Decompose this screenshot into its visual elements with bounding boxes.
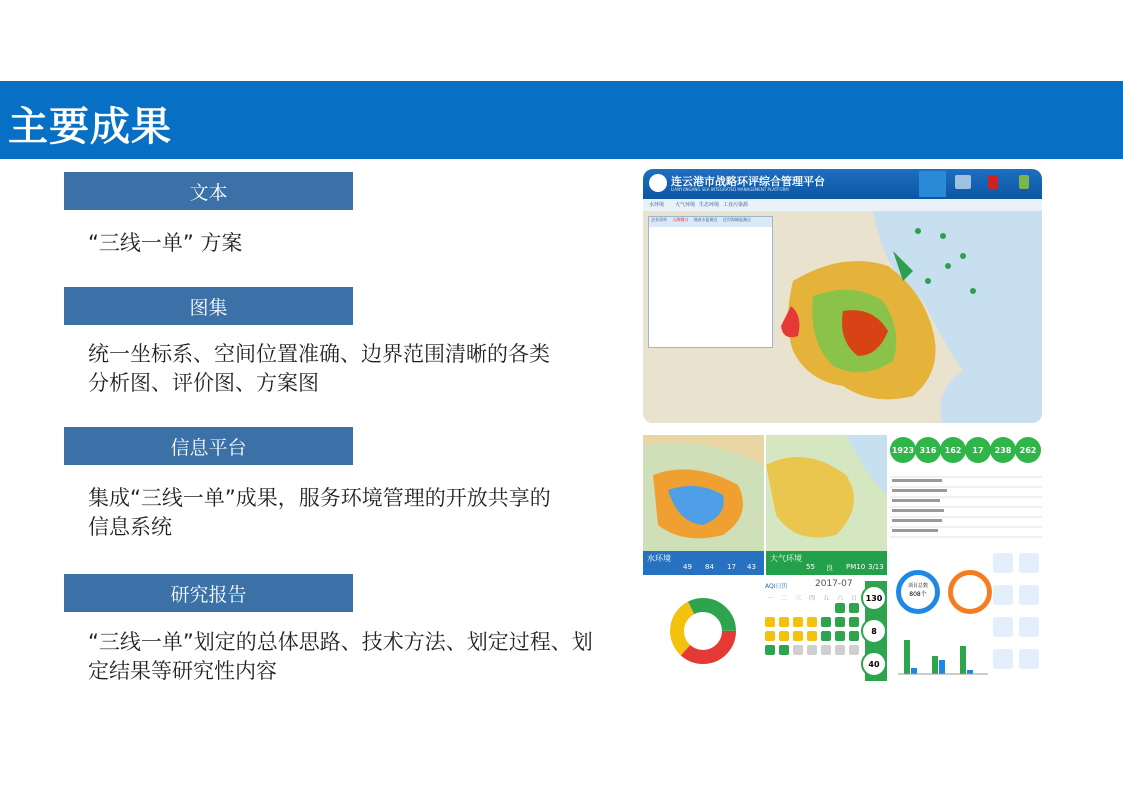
- app-icon[interactable]: [1019, 617, 1039, 637]
- water-map: [643, 435, 764, 575]
- section-text-platform: 集成“三线一单”成果，服务环境管理的开放共享的信息系统: [88, 486, 551, 539]
- nav-icon[interactable]: [1019, 175, 1029, 189]
- section-heading-report: 研究报告: [64, 574, 353, 612]
- air-stat: 3/13: [868, 563, 884, 571]
- section-heading-atlas: 图集: [64, 287, 353, 325]
- platform-logo: [649, 174, 667, 192]
- app-icon[interactable]: [1019, 585, 1039, 605]
- aqi-side-value: 8: [861, 618, 887, 644]
- app-icon[interactable]: [993, 617, 1013, 637]
- air-map: [766, 435, 887, 575]
- panel-tab[interactable]: 近岸海域监测点: [722, 217, 751, 222]
- weekday: 三: [795, 595, 802, 602]
- app-icon[interactable]: [993, 585, 1013, 605]
- stat-circle: 17: [965, 437, 991, 463]
- project-donut: [896, 570, 940, 614]
- project-donut-label: 项目总数: [907, 583, 928, 589]
- air-map-graphic: [766, 435, 887, 551]
- weekday: 六: [837, 595, 844, 602]
- tab-pollution[interactable]: 工业污染源: [723, 202, 749, 208]
- title-bar: [0, 81, 1123, 159]
- aqi-calendar-grid: [765, 603, 863, 675]
- section-text-text: “三线一单” 方案: [88, 231, 243, 255]
- stat-circle: 1923: [890, 437, 916, 463]
- page-title: 主要成果: [8, 104, 172, 150]
- air-stat: PM10: [846, 563, 866, 571]
- platform-name: 连云港市战略环评综合管理平台: [671, 175, 825, 188]
- aqi-weekdays: [765, 593, 863, 601]
- platform-subtitle: LIANYUNGANG SEA INTEGRATED MANAGEMENT PLATFORM: [671, 187, 789, 192]
- platform-header: [643, 169, 1042, 199]
- panel-tab-bar: [649, 217, 772, 227]
- tab-ecology[interactable]: 生态环境: [699, 202, 720, 208]
- nav-icon[interactable]: [955, 175, 971, 189]
- panel-tab[interactable]: 入海排口: [672, 217, 689, 222]
- pie-chart: [643, 581, 763, 681]
- water-stat-bar: [643, 551, 764, 575]
- water-stat: 17: [727, 563, 736, 571]
- air-stat: 良: [826, 564, 833, 572]
- air-label: 大气环境: [770, 554, 802, 563]
- stat-circle: 262: [1015, 437, 1041, 463]
- aqi-month: 2017-07: [815, 579, 853, 589]
- tab-water[interactable]: 水环境: [649, 202, 665, 208]
- enterprise-panel: [648, 216, 773, 348]
- panel-tab[interactable]: 地表水监测点: [693, 217, 718, 222]
- air-stat: 55: [806, 563, 815, 571]
- weekday: 日: [851, 595, 858, 602]
- water-map-graphic: [643, 435, 764, 551]
- bar-chart: [898, 630, 988, 678]
- aqi-label: AQI日历: [765, 583, 788, 590]
- dashboard-screenshot: [643, 435, 1042, 681]
- weekday: 五: [823, 595, 830, 602]
- stat-circle: 162: [940, 437, 966, 463]
- project-donut-value: 808个: [909, 591, 927, 598]
- panel-tab[interactable]: 企业清单: [651, 217, 667, 222]
- nav-icon-active[interactable]: [919, 171, 946, 197]
- secondary-donut: [948, 570, 992, 614]
- platform-screenshot: [643, 169, 1042, 423]
- app-icon[interactable]: [1019, 553, 1039, 573]
- section-heading-text: 文本: [64, 172, 353, 210]
- data-table: [890, 467, 1042, 545]
- weekday: 一: [767, 595, 774, 602]
- water-stat: 49: [683, 563, 692, 571]
- tab-air[interactable]: 大气环境: [675, 202, 696, 208]
- water-stat: 43: [747, 563, 756, 571]
- section-text-atlas: 统一坐标系、空间位置准确、边界范围清晰的各类分析图、评价图、方案图: [88, 342, 550, 395]
- water-label: 水环境: [647, 554, 671, 563]
- water-stat: 84: [705, 563, 714, 571]
- air-stat-bar: [766, 551, 887, 575]
- weekday: 二: [781, 595, 788, 602]
- app-icon[interactable]: [993, 553, 1013, 573]
- stat-circle: 238: [990, 437, 1016, 463]
- section-text-report: “三线一单”划定的总体思路、技术方法、划定过程、划定结果等研究性内容: [88, 630, 593, 683]
- nav-icon[interactable]: [988, 175, 998, 189]
- app-icon[interactable]: [1019, 649, 1039, 669]
- weekday: 四: [809, 595, 816, 602]
- stat-circle: 316: [915, 437, 941, 463]
- aqi-side-value: 40: [861, 651, 887, 677]
- app-icon[interactable]: [993, 649, 1013, 669]
- aqi-side-value: 130: [861, 585, 887, 611]
- section-heading-platform: 信息平台: [64, 427, 353, 465]
